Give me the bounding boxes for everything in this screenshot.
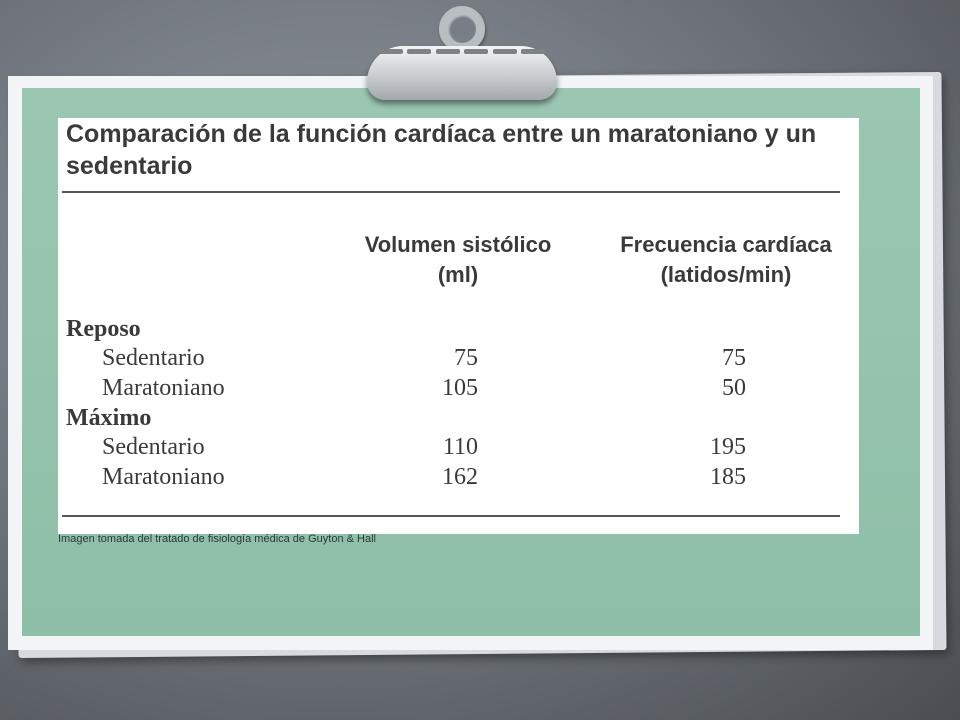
column-header-frecuencia-line1: Frecuencia cardíaca [620,232,832,257]
group-label-maximo: Máximo [66,405,152,431]
row-label: Maratoniano [102,375,225,401]
cell-volumen: 105 [442,375,478,401]
cell-frecuencia: 50 [722,375,746,401]
column-header-volumen [340,230,576,290]
cell-volumen: 110 [442,434,478,460]
clip-slots [379,49,545,55]
row-label: Maratoniano [102,464,225,490]
cell-frecuencia: 75 [722,345,746,371]
cell-frecuencia: 195 [710,434,746,460]
cell-volumen: 75 [454,345,478,371]
column-header-frecuencia [610,230,842,290]
paper-clip-icon [367,6,557,102]
row-label: Sedentario [102,434,205,460]
cardiac-function-table [58,118,859,534]
cell-volumen: 162 [442,464,478,490]
bottom-rule [62,515,840,517]
group-label-reposo: Reposo [66,316,141,342]
column-header-volumen-line2: (ml) [437,262,479,287]
image-caption: Imagen tomada del tratado de fisiología médica de Guyton & Hall [58,533,376,545]
cell-frecuencia: 185 [710,464,746,490]
column-header-volumen-line1: Volumen sistólico [364,232,552,257]
top-rule [62,191,840,193]
column-header-frecuencia-line2: (latidos/min) [660,262,792,287]
row-label: Sedentario [102,345,205,371]
table-title: Comparación de la función cardíaca entre un maratoniano y un sedentario [66,120,817,180]
